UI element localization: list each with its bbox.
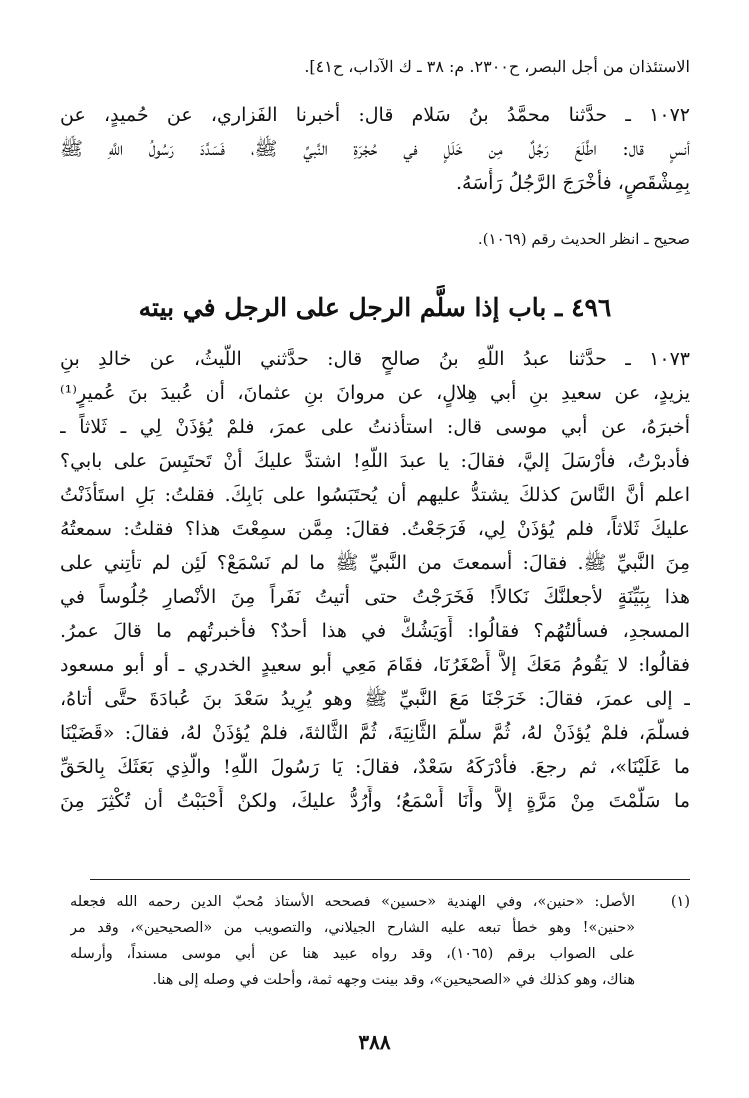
chapter-title: ٤٩٦ ـ باب إذا سلَّم الرجل على الرجل في بيته [138, 293, 612, 322]
hadith-line: المسجدِ، فسألتُهُم؟ فقالُوا: أَوَيَشُكُّ في هذا أحدٌ؟ فأخبرتُهم ما قالَ عمرُ. [60, 620, 690, 642]
top-reference-line: الاستئذان من أجل البصر، ح٢٣٠٠. م: ٣٨ ـ ك الآداب، ح٤١]. [304, 57, 690, 76]
hadith-line: يزيدٍ، عن سعيدِ بنِ أبي هِلالٍ، عن مروانَ بنِ عثمانَ، أن عُبيدَ بنَ عُميرٍ⁽¹⁾ [60, 382, 690, 404]
hadith-line: ـ إلى عمرَ، فقالَ: خَرَجْنَا مَعَ النَّبيِّ ﷺ وهو يُرِيدُ سَعْدَ بنَ عُبادَةَ حتَّى أتاهُ، [60, 688, 690, 710]
hadith-line: ما عَلَيْنَا»، ثم رجعَ. فأدْرَكَهُ سَعْدٌ، فقالَ: يَا رَسُولَ اللَّهِ! والَّذِي بَعَثَكَ بِالحَقِّ [60, 756, 690, 778]
page-number: ٣٨٨ [358, 1030, 391, 1054]
footnote-line: «حنين»! وهو خطأ تبعه عليه الشارح الجيلاني، والتصويب من «الصحيحين»، وقد مر [70, 920, 635, 936]
hadith-line: بِمِشْقَصٍ، فأَخْرَجَ الرَّجُلُ رَأْسَهُ. [455, 172, 690, 194]
hadith-line: أخبرَهُ، عن أبي موسى قال: استأذنتُ على عمرَ، فلمْ يُؤذَنْ لِي ـ ثَلاثاً ـ [60, 416, 690, 438]
hadith-line: ١٠٧٢ ـ حدَّثنا محمَّدُ بنُ سَلام قال: أخبرنا الفَزاري، عن حُميدٍ، عن [60, 104, 690, 126]
hadith-line: ما سَلَّمْتَ مِنْ مَرَّةٍ إلاَّ وأَنَا أَسْمَعُ؛ وأَرُدُّ عليكَ، ولكنْ أَحْبَبْتُ أن تُكْثِرَ مِنَ [60, 790, 690, 812]
footnote-line: الأصل: «حنين»، وفي الهندية «حسين» فصححه الأستاذ مُحبّ الدين رحمه الله فجعله [70, 894, 635, 910]
footnote-line: على الصواب برقم (١٠٦٥)، وقد رواه عبيد هنا عن أبي موسى مسنداً، وأرسله [70, 946, 635, 962]
hadith-line: مِنَ النَّبيِّ ﷺ. فقالَ: أسمعتَ من النَّبيِّ ﷺ ما لم نَسْمَعْ؟ لَئِن لم تأْتِني على [60, 552, 690, 574]
hadith-grade: صحيح ـ انظر الحديث رقم (١٠٦٩). [477, 230, 690, 248]
hadith-line: فقالُوا: لا يَقُومُ مَعَكَ إلاَّ أَصْغَرُنَا، فقَامَ مَعِي أبو سعيدٍ الخدري ـ أو أبو مسعود [60, 654, 690, 676]
footnote-divider [90, 879, 690, 880]
footnote-line: هناك، وهو كذلك في «الصحيحين»، وقد بينت وجهه ثمة، وأحلت في وصله إلى هنا. [152, 972, 635, 988]
hadith-line: فأدبرْتُ، فأرْسَلَ إليَّ، فقالَ: يا عبدَ اللَّهِ! اشتدَّ عليكَ أنْ تَحتَبِسَ على بابي؟ [60, 450, 690, 472]
footnote-number: (١) [670, 894, 690, 910]
hadith-line: اعلم أنَّ النَّاسَ كذلكَ يشتدُّ عليهم أن يُحتَبَسُوا على بَابِكَ. فقلتُ: بَلِ استَأْذَنْتُ [60, 484, 690, 506]
hadith-line: ١٠٧٣ ـ حدَّثنا عبدُ اللَّهِ بنُ صالحٍ قال: حدَّثني اللَّيثُ، عن خالدِ بنِ [60, 348, 690, 370]
hadith-line: أنسٍ قال: اطَّلَعَ رَجُلٌ مِن خَلَلٍ في حُجْرَةِ النَّبيِّ ﷺ، فَسَدَّدَ رَسُولُ اللَّهِ ﷺ [60, 138, 690, 160]
hadith-line: هذا بِبَيِّنَةٍ لأجعلنَّكَ نَكالاً! فَخَرَجْتُ حتى أتيتُ نَفَراً مِنَ الأنْصارِ جُلُوساً في [60, 586, 690, 608]
hadith-line: عليكَ ثَلاثاً، فلم يُؤذَنْ لِي، فَرَجَعْتُ. فقالَ: مِمَّن سمِعْتَ هذا؟ فقلتُ: سمعتُهُ [60, 518, 690, 540]
hadith-line: فسلَّمَ، فلمْ يُؤذَنْ لهُ، ثُمَّ سلَّمَ الثَّانِيَةَ، ثُمَّ الثَّالثةَ، فلمْ يُؤذَنْ لهُ، فقالَ: «قَضَيْنَا [60, 722, 690, 744]
